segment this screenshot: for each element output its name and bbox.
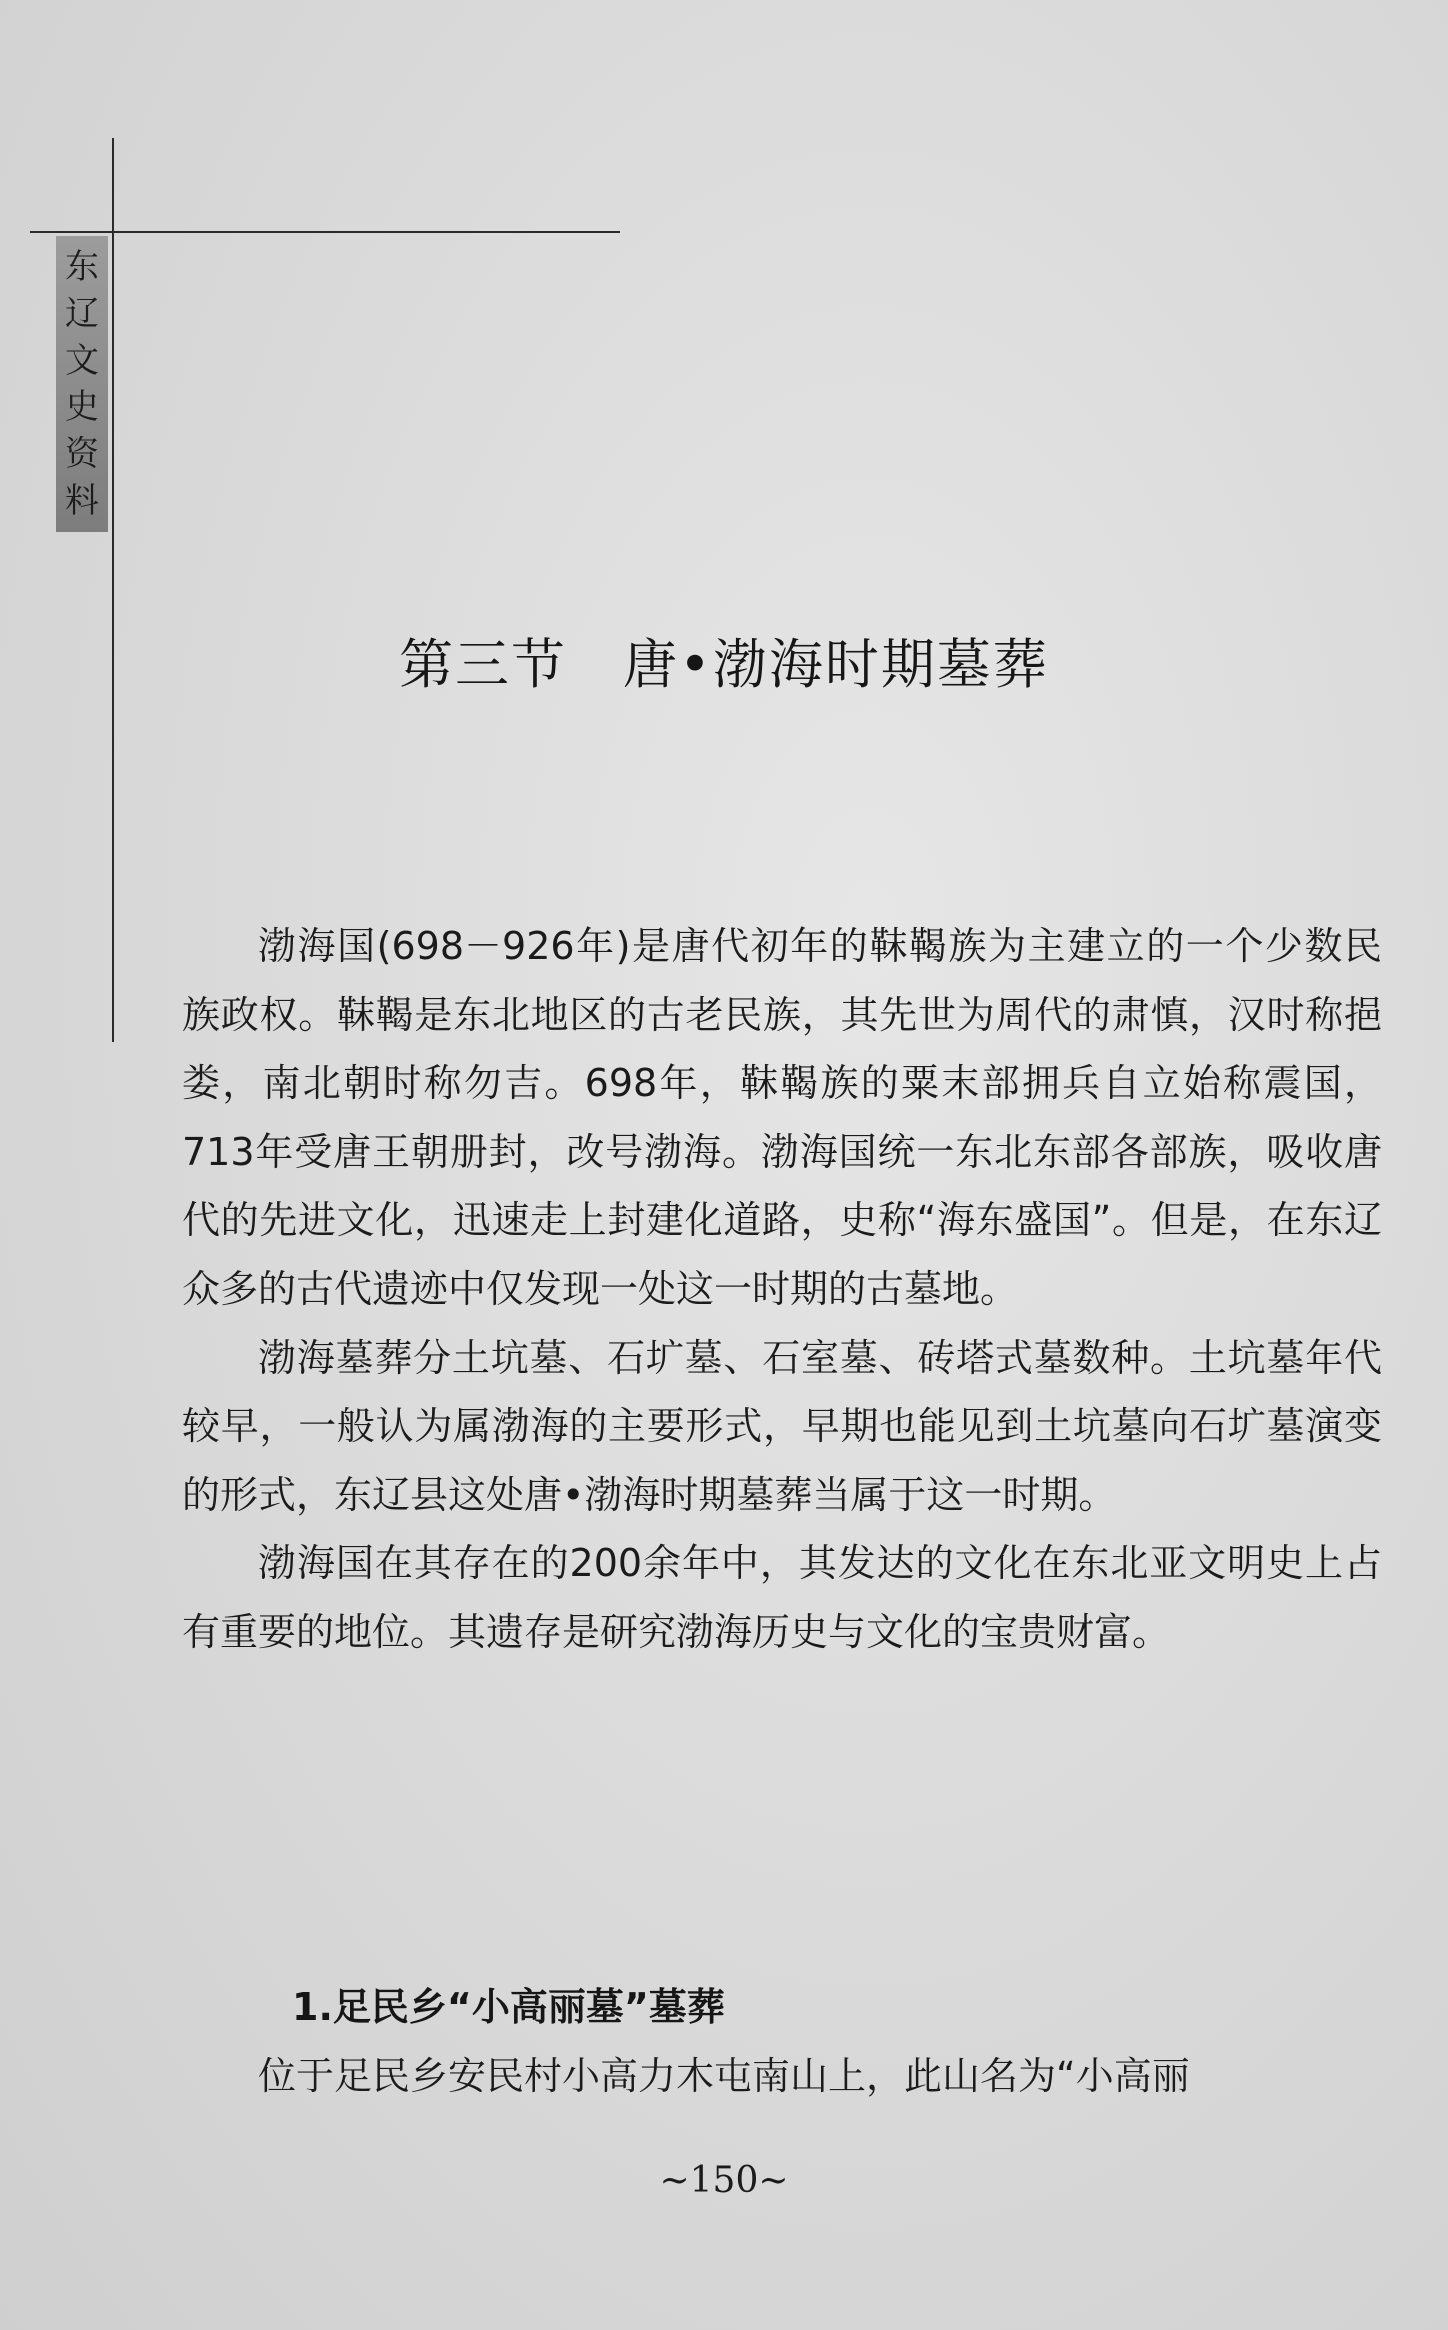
body-text — [182, 912, 1382, 1667]
paragraph: 渤海国在其存在的200余年中，其发达的文化在东北亚文明史上占有重要的地位。其遗存是研究渤海历史与文化的宝贵财富。 — [182, 1541, 1382, 1654]
header-horizontal-rule — [30, 231, 620, 233]
side-tab-char: 东 — [65, 247, 99, 288]
side-tab-char: 资 — [65, 433, 99, 474]
section-title: 第三节 唐•渤海时期墓葬 — [399, 633, 1049, 696]
side-tab-char: 文 — [65, 340, 99, 381]
side-tab-char: 史 — [65, 387, 99, 428]
paragraph: 渤海国(698－926年)是唐代初年的靺鞨族为主建立的一个少数民族政权。靺鞨是东北地区的古老民族，其先世为周代的肃慎，汉时称挹娄，南北朝时称勿吉。698年，靺鞨族的粟末部拥兵自立始称震国，713年受唐王朝册封，改号渤海。渤海国统一东北东部各部族，吸收唐代的先进文化，迅速走上封建化道路，史称“海东盛国”。但是，在东辽众多的古代遗迹中仅发现一处这一时期的古墓地。 — [182, 924, 1382, 1311]
side-tab-char: 料 — [65, 480, 99, 521]
page-number: ~150~ — [659, 2160, 789, 2201]
subsection-paragraph: 位于足民乡安民村小高力木屯南山上，此山名为“小高丽 — [258, 2054, 1190, 2098]
series-side-tab — [56, 236, 108, 532]
paragraph: 渤海墓葬分土坑墓、石圹墓、石室墓、砖塔式墓数种。土坑墓年代较早，一般认为属渤海的主要形式，早期也能见到土坑墓向石圹墓演变的形式，东辽县这处唐•渤海时期墓葬当属于这一时期。 — [182, 1335, 1382, 1517]
subsection-title: 1.足民乡“小高丽墓”墓葬 — [292, 1985, 725, 2029]
side-tab-char: 辽 — [65, 293, 99, 334]
margin-vertical-rule — [112, 138, 114, 1042]
